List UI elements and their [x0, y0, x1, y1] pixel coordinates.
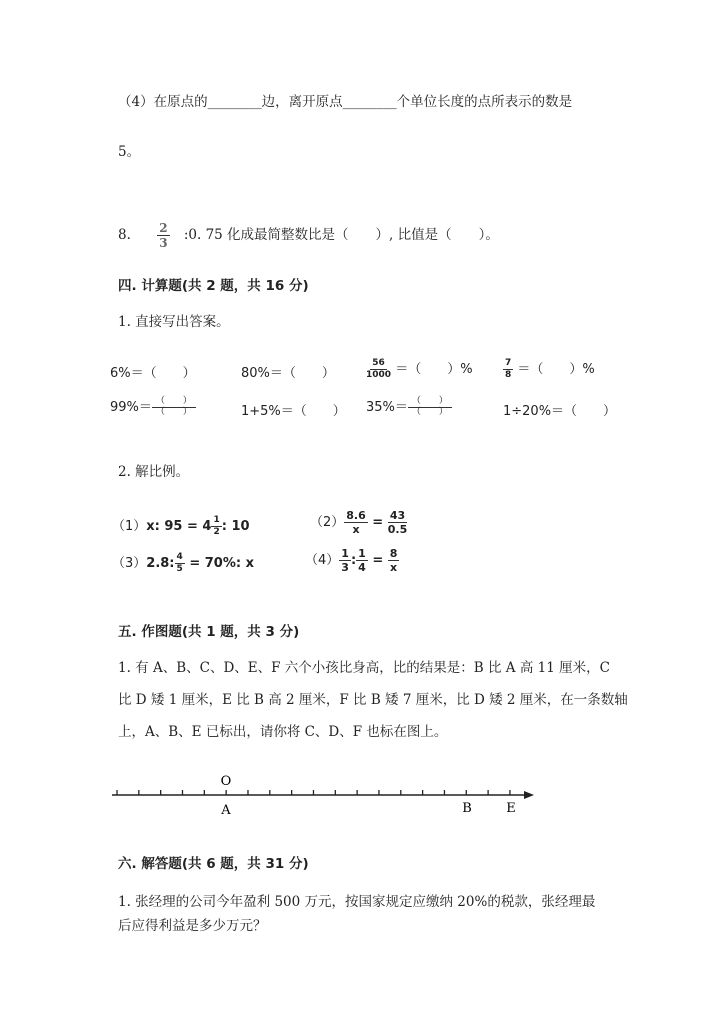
q5-line3: 上，A、B、E 已标出，请你将 C、D、F 也标在图上。 — [118, 724, 448, 740]
point-e-label: E — [506, 801, 516, 816]
point-b-label: B — [462, 801, 472, 816]
calc-8: 1÷20%＝（ ） — [503, 404, 617, 419]
calc-7: 35%＝ （ ） （ ） — [366, 396, 452, 418]
q6-line1: 1. 张经理的公司今年盈利 500 万元，按国家规定应缴纳 20%的税款，张经理最 — [118, 894, 596, 910]
q7-4-line1: （4）在原点的________边，离开原点________个单位长度的点所表示的数是 — [118, 94, 573, 110]
calc-4: $\frac{7}{8}$ ＝（ ）% — [505, 358, 595, 380]
proportion-4: （4） $\frac{1}{3}$ : $\frac{1}{4}$ = $\frac{8}{x}$ — [305, 547, 398, 574]
q5-line2: 比 D 矮 1 厘米，E 比 B 高 2 厘米，F 比 B 矮 7 厘米，比 D 矮 2 厘米，在一条数轴 — [118, 692, 628, 708]
q5-line1: 1. 有 A、B、C、D、E、F 六个小孩比身高，比的结果是：B 比 A 高 11 厘米，C — [118, 660, 610, 676]
axis-arrow-icon — [524, 791, 534, 799]
q4-2: 2. 解比例。 — [118, 464, 190, 480]
calc-1: 6%＝（ ） — [110, 366, 196, 381]
proportion-1: （1）x: 95 = 4 $\frac{1}{2}$ : 10 — [112, 515, 250, 537]
q8-num: 8. — [118, 227, 131, 243]
q4-1: 1. 直接写出答案。 — [118, 314, 230, 330]
calc-2: 80%＝（ ） — [241, 366, 335, 381]
q8 — [118, 222, 499, 249]
section-6-title: 六. 解答题(共 6 题，共 31 分) — [118, 856, 309, 872]
q7-4-line2: 5。 — [118, 144, 141, 160]
section-5-title: 五. 作图题(共 1 题，共 3 分) — [118, 624, 300, 640]
origin-label: O — [220, 774, 232, 789]
calc-6: 1+5%＝（ ） — [241, 404, 346, 419]
calc-5: 99%＝ （ ） （ ） — [110, 396, 196, 418]
proportion-2: （2） $\frac{8.6}{x}$ = $\frac{43}{0.5}$ — [310, 509, 408, 536]
q8-text: :0. 75 化成最简整数比是（ ）, 比值是（ ）。 — [183, 227, 499, 243]
proportion-3: （3）2.8: $\frac{4}{5}$ = 70%: x — [112, 552, 254, 574]
point-a-label: A — [221, 803, 231, 818]
section-4-title: 四. 计算题(共 2 题，共 16 分) — [118, 278, 309, 294]
q8-fraction: $\frac{2}{3}$ — [159, 221, 168, 250]
number-line — [0, 760, 720, 820]
q6-line2: 后应得利益是多少万元？ — [118, 918, 267, 934]
calc-3: $\frac{56}{1000}$ ＝（ ）% — [366, 358, 473, 380]
